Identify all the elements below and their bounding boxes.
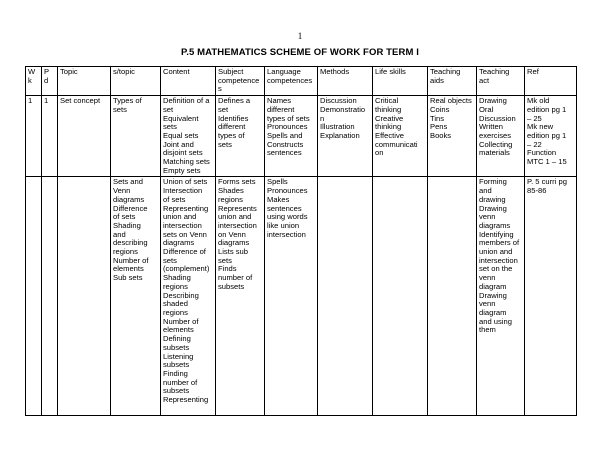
header-text: aids bbox=[430, 75, 444, 85]
cell-teaching-aids bbox=[428, 96, 477, 177]
cell-text: Written bbox=[479, 122, 503, 132]
cell-text: diagrams bbox=[163, 238, 195, 248]
cell-text: Pens bbox=[430, 122, 448, 132]
document-title: P.5 MATHEMATICS SCHEME OF WORK FOR TERM I bbox=[181, 47, 419, 58]
cell-text: Union of sets bbox=[163, 177, 208, 187]
cell-text: set on the bbox=[479, 264, 513, 274]
header-language-competences bbox=[265, 67, 318, 96]
cell-text: Tins bbox=[430, 113, 445, 123]
cell-text: drawing bbox=[479, 194, 506, 204]
cell-text: Defining bbox=[163, 334, 191, 344]
cell-text: of sets bbox=[113, 212, 136, 222]
cell-text: elements bbox=[163, 325, 194, 335]
cell-text: communicati bbox=[375, 139, 418, 149]
cell-text: Matching sets bbox=[163, 157, 210, 167]
cell-text: Effective bbox=[375, 130, 404, 140]
cell-text: 1 bbox=[44, 96, 49, 106]
cell-text: Drawing bbox=[479, 96, 507, 106]
header-text: P bbox=[44, 67, 50, 76]
cell-text: Equivalent bbox=[163, 113, 199, 123]
cell-text: Mk new bbox=[527, 122, 554, 132]
cell-text: sentences bbox=[267, 203, 302, 213]
cell-text: Real objects bbox=[430, 96, 472, 106]
cell-text: Spells bbox=[267, 177, 288, 187]
header-text: competences bbox=[267, 75, 313, 85]
cell-text: intersection bbox=[218, 220, 257, 230]
cell-text: intersection bbox=[479, 255, 518, 265]
cell-text: Sub sets bbox=[113, 273, 143, 283]
cell-text: Drawing bbox=[479, 203, 507, 213]
cell-text: Describing bbox=[163, 290, 199, 300]
header-text: k bbox=[28, 75, 32, 85]
cell-text: Types of bbox=[113, 96, 142, 106]
cell-text: of sets bbox=[163, 194, 186, 204]
cell-text: Venn bbox=[113, 186, 131, 196]
cell-text: them bbox=[479, 325, 496, 335]
cell-text: diagrams bbox=[218, 238, 250, 248]
cell-text: Identifying bbox=[479, 229, 514, 239]
cell-text: diagram bbox=[479, 281, 507, 291]
cell-text: union and bbox=[479, 247, 513, 257]
cell-content bbox=[161, 177, 216, 416]
header-text: s bbox=[218, 84, 222, 94]
cell-text: and using bbox=[479, 316, 512, 326]
cell-text: Listening bbox=[163, 351, 194, 361]
cell-reference bbox=[525, 177, 577, 416]
cell-text: exercises bbox=[479, 130, 512, 140]
cell-text: intersection bbox=[163, 220, 202, 230]
cell-methods bbox=[318, 96, 373, 177]
cell-text: sentences bbox=[267, 148, 302, 158]
cell-text: 1 bbox=[28, 96, 33, 106]
cell-text: Demonstratio bbox=[320, 104, 366, 114]
cell-text: Shading bbox=[113, 220, 141, 230]
cell-text: elements bbox=[113, 264, 144, 274]
cell-text: Constructs bbox=[267, 139, 304, 149]
cell-text: Finding bbox=[163, 368, 188, 378]
cell-text: types of bbox=[218, 130, 245, 140]
header-teaching-aids bbox=[428, 67, 477, 96]
cell-text: Discussion bbox=[320, 96, 357, 106]
table-header-row bbox=[26, 67, 577, 96]
cell-text: regions bbox=[113, 247, 138, 257]
cell-text: different bbox=[218, 122, 246, 132]
cell-text: Number of bbox=[113, 255, 149, 265]
cell-text: 85-86 bbox=[527, 186, 547, 196]
cell-subject-competences bbox=[216, 96, 265, 177]
cell-text: Difference of bbox=[163, 247, 206, 257]
header-content bbox=[161, 67, 216, 96]
cell-text: sets bbox=[218, 255, 232, 265]
header-text: Teaching bbox=[430, 67, 461, 76]
cell-teaching-activities bbox=[477, 177, 525, 416]
cell-text: subsets bbox=[163, 360, 190, 370]
cell-text: Represents bbox=[218, 203, 257, 213]
cell-text: thinking bbox=[375, 122, 402, 132]
cell-text: Forms sets bbox=[218, 177, 256, 187]
cell-text: on bbox=[375, 148, 384, 158]
cell-text: subsets bbox=[163, 386, 190, 396]
cell-text: set bbox=[163, 104, 174, 114]
cell-text: number of bbox=[218, 273, 253, 283]
cell-text: sets bbox=[113, 104, 127, 114]
header-text: Ref bbox=[527, 67, 539, 76]
table-row bbox=[26, 96, 577, 177]
cell-text: Illustration bbox=[320, 122, 355, 132]
cell-text: members of bbox=[479, 238, 520, 248]
header-sub-topic bbox=[111, 67, 161, 96]
cell-text: – 25 bbox=[527, 113, 542, 123]
cell-text: different bbox=[267, 104, 295, 114]
header-topic bbox=[58, 67, 111, 96]
cell-text: sets bbox=[218, 139, 232, 149]
cell-sub-topic bbox=[111, 177, 161, 416]
cell-text: P. 5 curri pg bbox=[527, 177, 567, 187]
cell-text: like union bbox=[267, 220, 300, 230]
cell-text: Mk old bbox=[527, 96, 550, 106]
cell-content bbox=[161, 96, 216, 177]
header-text: Methods bbox=[320, 67, 350, 76]
header-text: d bbox=[44, 75, 49, 85]
cell-teaching-activities bbox=[477, 96, 525, 177]
cell-text: Names bbox=[267, 96, 292, 106]
cell-text: diagram bbox=[479, 307, 507, 317]
cell-text: and bbox=[113, 229, 126, 239]
cell-text: intersection bbox=[267, 229, 306, 239]
table-row bbox=[26, 177, 577, 416]
cell-text: Lists sub bbox=[218, 247, 248, 257]
cell-text: edition pg 1 bbox=[527, 104, 567, 114]
cell-teaching-aids bbox=[428, 177, 477, 416]
cell-text: Function bbox=[527, 148, 557, 158]
cell-text: Collecting bbox=[479, 139, 513, 149]
table-body bbox=[26, 96, 577, 416]
cell-text: materials bbox=[479, 148, 510, 158]
cell-life-skills bbox=[373, 177, 428, 416]
cell-text: Representing bbox=[163, 395, 209, 405]
cell-text: Shading bbox=[163, 273, 191, 283]
header-text: s/topic bbox=[113, 67, 135, 76]
cell-life-skills bbox=[373, 96, 428, 177]
header-life-skills bbox=[373, 67, 428, 96]
cell-text: Intersection bbox=[163, 186, 203, 196]
cell-text: regions bbox=[218, 194, 243, 204]
cell-week bbox=[26, 177, 42, 416]
scheme-of-work-table bbox=[25, 66, 577, 416]
cell-text: shaded bbox=[163, 299, 188, 309]
cell-reference bbox=[525, 96, 577, 177]
header-teaching-activities bbox=[477, 67, 525, 96]
cell-language-competences bbox=[265, 96, 318, 177]
cell-text: Oral bbox=[479, 104, 494, 114]
cell-text: types of sets bbox=[267, 113, 310, 123]
header-reference bbox=[525, 67, 577, 96]
cell-period bbox=[42, 96, 58, 177]
cell-text: Critical bbox=[375, 96, 399, 106]
cell-text: subsets bbox=[163, 342, 190, 352]
page-number: 1 bbox=[297, 31, 303, 41]
cell-text: union and bbox=[218, 212, 252, 222]
cell-text: diagrams bbox=[479, 220, 511, 230]
cell-text: Coins bbox=[430, 104, 450, 114]
header-text: Content bbox=[163, 67, 190, 76]
cell-subject-competences bbox=[216, 177, 265, 416]
header-methods bbox=[318, 67, 373, 96]
cell-text: Discussion bbox=[479, 113, 516, 123]
header-text: Subject bbox=[218, 67, 244, 76]
cell-period bbox=[42, 177, 58, 416]
header-text: Life skills bbox=[375, 67, 406, 76]
cell-text: Equal sets bbox=[163, 130, 199, 140]
cell-text: Spells and bbox=[267, 130, 303, 140]
cell-text: Pronounces bbox=[267, 122, 308, 132]
cell-topic bbox=[58, 96, 111, 177]
cell-text: regions bbox=[163, 281, 188, 291]
cell-text: Creative bbox=[375, 113, 404, 123]
cell-text: MTC 1 – 15 bbox=[527, 157, 567, 167]
cell-text: thinking bbox=[375, 104, 402, 114]
header-text: Topic bbox=[60, 67, 78, 76]
cell-text: Definition of a bbox=[163, 96, 210, 106]
cell-text: venn bbox=[479, 299, 496, 309]
cell-text: sets bbox=[163, 255, 177, 265]
cell-text: union and bbox=[163, 212, 197, 222]
cell-week bbox=[26, 96, 42, 177]
cell-text: Drawing bbox=[479, 290, 507, 300]
cell-text: Pronounces bbox=[267, 186, 308, 196]
cell-text: diagrams bbox=[113, 194, 145, 204]
cell-text: Books bbox=[430, 130, 452, 140]
header-text: W bbox=[28, 67, 36, 76]
cell-methods bbox=[318, 177, 373, 416]
cell-text: disjoint sets bbox=[163, 148, 203, 158]
cell-text: Joint and bbox=[163, 139, 194, 149]
cell-text: sets on Venn bbox=[163, 229, 207, 239]
cell-text: Explanation bbox=[320, 130, 360, 140]
cell-text: describing bbox=[113, 238, 148, 248]
cell-text: number of bbox=[163, 377, 198, 387]
header-subject-competences bbox=[216, 67, 265, 96]
cell-text: Set concept bbox=[60, 96, 101, 106]
header-week bbox=[26, 67, 42, 96]
cell-text: Identifies bbox=[218, 113, 249, 123]
cell-text: Forming bbox=[479, 177, 507, 187]
cell-text: Sets and bbox=[113, 177, 143, 187]
cell-text: Representing bbox=[163, 203, 209, 213]
cell-text: Defines a bbox=[218, 96, 251, 106]
cell-text: Empty sets bbox=[163, 165, 201, 175]
cell-text: (complement) bbox=[163, 264, 210, 274]
cell-text: Finds bbox=[218, 264, 237, 274]
cell-text: venn bbox=[479, 273, 496, 283]
cell-text: using words bbox=[267, 212, 308, 222]
cell-text: and bbox=[479, 186, 492, 196]
cell-text: subsets bbox=[218, 281, 245, 291]
header-text: Language bbox=[267, 67, 301, 76]
cell-text: Shades bbox=[218, 186, 244, 196]
cell-text: on Venn bbox=[218, 229, 246, 239]
cell-text: sets bbox=[163, 122, 177, 132]
cell-text: Makes bbox=[267, 194, 290, 204]
cell-text: Difference bbox=[113, 203, 148, 213]
cell-text: edition pg 1 bbox=[527, 130, 567, 140]
header-text: Teaching bbox=[479, 67, 510, 76]
header-text: competence bbox=[218, 75, 260, 85]
cell-text: regions bbox=[163, 307, 188, 317]
cell-language-competences bbox=[265, 177, 318, 416]
cell-text: – 22 bbox=[527, 139, 542, 149]
cell-text: set bbox=[218, 104, 229, 114]
header-period bbox=[42, 67, 58, 96]
cell-text: n bbox=[320, 113, 325, 123]
cell-topic bbox=[58, 177, 111, 416]
header-text: act bbox=[479, 75, 490, 85]
cell-sub-topic bbox=[111, 96, 161, 177]
cell-text: venn bbox=[479, 212, 496, 222]
cell-text: Number of bbox=[163, 316, 199, 326]
